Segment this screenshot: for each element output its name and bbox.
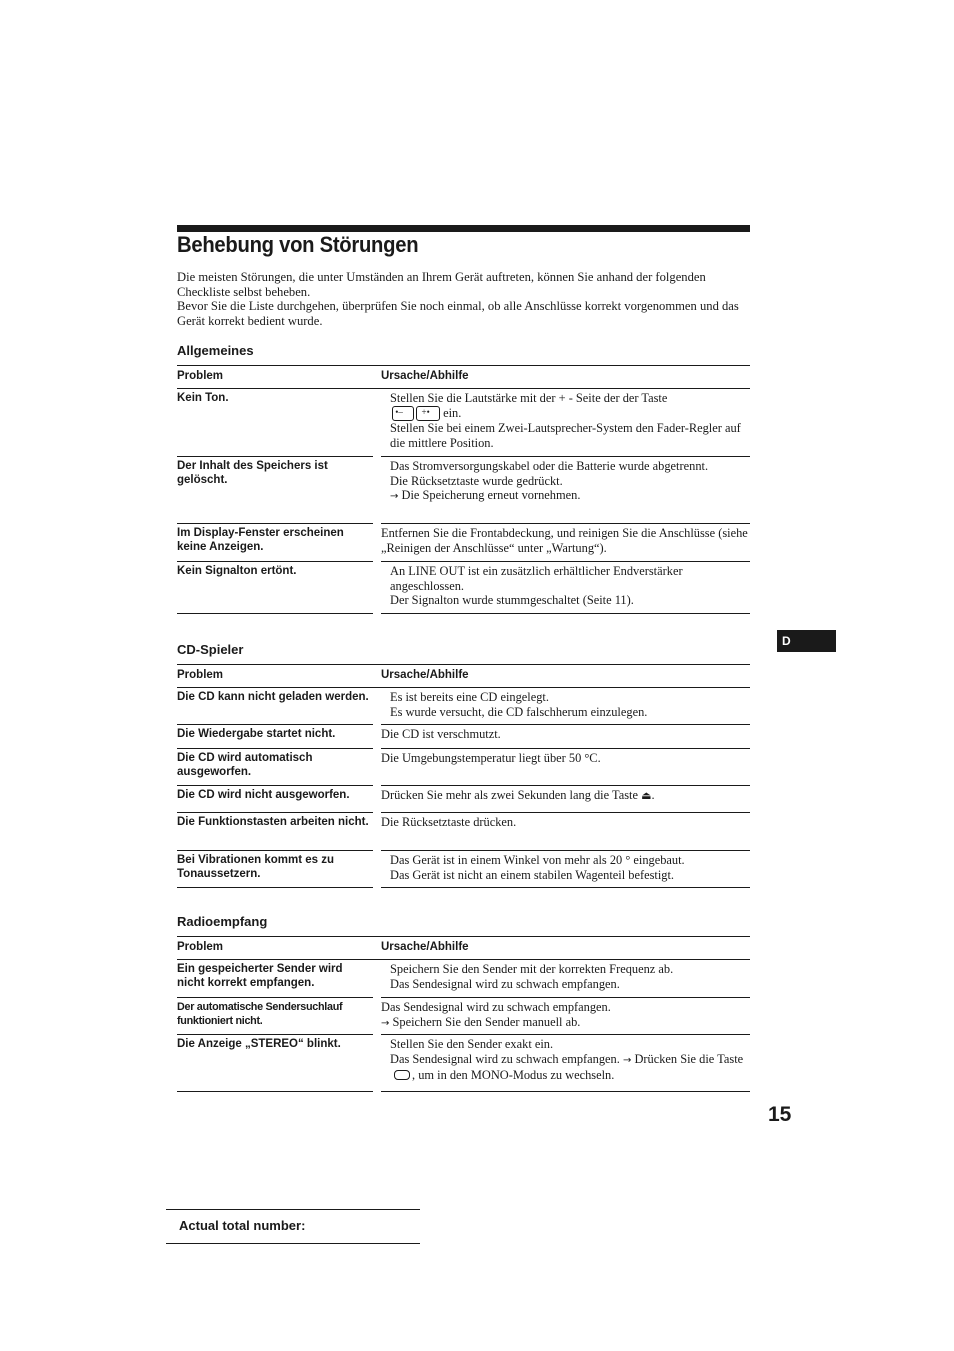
cause-cell: Die Umgebungstemperatur liegt über 50 °C. (381, 749, 750, 786)
header-cause: Ursache/Abhilfe (381, 941, 469, 953)
table-header (177, 366, 750, 389)
table-row (177, 813, 750, 851)
table-row (177, 389, 750, 457)
table-row (177, 960, 750, 998)
header-problem: Problem (177, 669, 224, 681)
language-tab: D (777, 630, 836, 652)
section-cd-spieler (177, 642, 750, 888)
problem-cell: Die CD kann nicht geladen werden. (177, 688, 373, 725)
table-row (177, 524, 750, 562)
cause-cell: Entfernen Sie die Frontabdeckung, und reinigen Sie die Anschlüsse (siehe „Reinigen der Anschlüsse“ unter „Wartung“). (381, 524, 750, 562)
cause-cell: Die Rücksetztaste drücken. (381, 813, 750, 851)
table-row (177, 749, 750, 786)
section-title: CD-Spieler (177, 642, 244, 657)
problem-cell: Die CD wird nicht ausgeworfen. (177, 786, 373, 813)
cause-cell: Das Stromversorgungskabel oder die Batterie wurde abgetrennt. Die Rücksetztaste wurde gedrückt. → Die Speicherung erneut vornehmen. (381, 457, 750, 524)
table-row (177, 457, 750, 524)
intro-paragraph: Die meisten Störungen, die unter Umständen an Ihrem Gerät auftreten, können Sie anhand der folgenden Checkliste selbst beheben. (177, 270, 706, 299)
volume-key-icon: •– +• (392, 406, 440, 421)
cause-cell: Stellen Sie die Lautstärke mit der + - Seite der der Taste •– +• ein. Stellen Sie bei einem Zwei-Lautsprecher-System den Fader-Regler auf die mittlere Position. (381, 389, 750, 457)
cause-cell: Die CD ist verschmutzt. (381, 725, 750, 749)
table-row (177, 998, 750, 1035)
table-row (177, 1035, 750, 1092)
table-row (177, 851, 750, 888)
header-cause: Ursache/Abhilfe (381, 370, 469, 382)
table-header (177, 665, 750, 688)
cause-cell: Das Sendesignal wird zu schwach empfangen. → Speichern Sie den Sender manuell ab. (381, 998, 750, 1035)
section-allgemeines (177, 343, 750, 614)
problem-cell: Bei Vibrationen kommt es zu Tonaussetzern. (177, 851, 373, 888)
cause-cell: Drücken Sie mehr als zwei Sekunden lang die Taste ⏏. (381, 786, 750, 813)
mono-key-icon (394, 1070, 410, 1080)
page-number: 15 (768, 1103, 792, 1126)
cause-cell: Das Gerät ist in einem Winkel von mehr als 20 ° eingebaut. Das Gerät ist nicht an einem stabilen Wagenteil befestigt. (381, 851, 750, 888)
title-rule (177, 225, 750, 232)
problem-cell: Die Anzeige „STEREO“ blinkt. (177, 1035, 373, 1092)
header-problem: Problem (177, 370, 224, 382)
problem-cell: Die Wiedergabe startet nicht. (177, 725, 373, 749)
problem-cell: Ein gespeicherter Sender wird nicht korrekt empfangen. (177, 960, 373, 998)
total-number-box (166, 1209, 420, 1244)
total-number-label: Actual total number: (179, 1218, 306, 1233)
header-problem: Problem (177, 941, 224, 953)
cause-cell: An LINE OUT ist ein zusätzlich erhältlicher Endverstärker angeschlossen. Der Signalton wurde stummgeschaltet (Seite 11). (381, 562, 750, 614)
problem-cell: Im Display-Fenster erscheinen keine Anzeigen. (177, 524, 373, 562)
intro-text (177, 270, 750, 328)
problem-cell: Der Inhalt des Speichers ist gelöscht. (177, 457, 373, 524)
eject-icon: ⏏ (641, 789, 652, 802)
intro-paragraph: Bevor Sie die Liste durchgehen, überprüfen Sie noch einmal, ob alle Anschlüsse korrekt vorgenommen und das Gerät korrekt bedient wurde. (177, 299, 739, 328)
arrow-icon: → (381, 1017, 390, 1029)
cause-cell: Speichern Sie den Sender mit der korrekten Frequenz ab. Das Sendesignal wird zu schwach empfangen. (381, 960, 750, 998)
table-row (177, 786, 750, 813)
section-title: Radioempfang (177, 914, 268, 929)
table-header (177, 937, 750, 960)
problem-cell: Die Funktionstasten arbeiten nicht. (177, 813, 373, 851)
header-cause: Ursache/Abhilfe (381, 669, 469, 681)
problem-cell: Kein Signalton ertönt. (177, 562, 373, 614)
section-radioempfang (177, 914, 750, 1092)
cause-cell: Stellen Sie den Sender exakt ein. Das Sendesignal wird zu schwach empfangen. → Drücken Sie die Taste, um in den MONO-Modus zu wechseln. (381, 1035, 750, 1092)
page-title: Behebung von Störungen (177, 232, 419, 257)
problem-cell: Der automatische Sendersuchlauf funktioniert nicht. (177, 998, 373, 1035)
table-row (177, 688, 750, 725)
problem-cell: Kein Ton. (177, 389, 373, 457)
section-title: Allgemeines (177, 343, 254, 358)
arrow-icon: → (390, 491, 399, 503)
cause-cell: Es ist bereits eine CD eingelegt. Es wurde versucht, die CD falschherum einzulegen. (381, 688, 750, 725)
arrow-icon: → (622, 1054, 632, 1066)
problem-cell: Die CD wird automatisch ausgeworfen. (177, 749, 373, 786)
table-row (177, 725, 750, 749)
table-row (177, 562, 750, 614)
